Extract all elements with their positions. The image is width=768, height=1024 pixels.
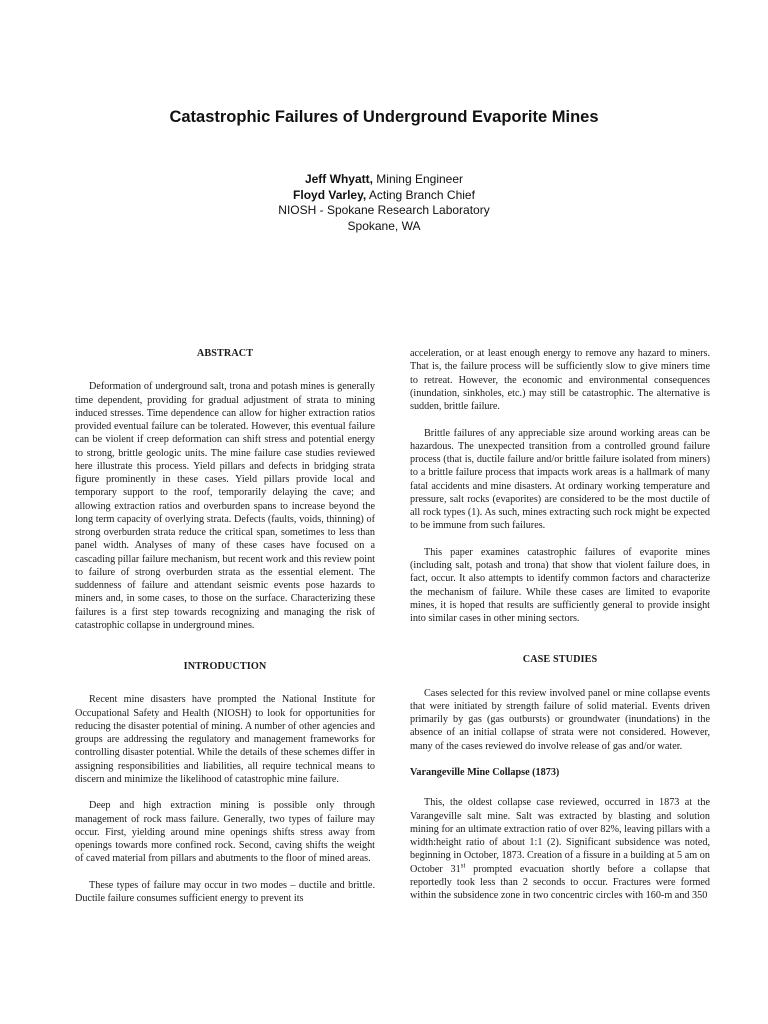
paragraph-text: prompted evacuation shortly before a collapse that reportedly took less than 2 seconds to occur. Fractures were formed within the subsidence zone in two concentric circles with 160-m and 350 xyxy=(410,863,710,901)
case-subheading: Varangeville Mine Collapse (1873) xyxy=(410,767,560,778)
body-paragraph: This paper examines catastrophic failures of evaporite mines (including salt, potash and trona) that show that violent failure does, in fact, occur. It also attempts to identify common factors and characterize the mechanism of failure. While these cases are limited to evaporite mines, it is hoped that results are sufficiently general to provide insight into similar cases in other mining sectors. xyxy=(410,546,710,624)
continuation-paragraph: acceleration, or at least enough energy to remove any hazard to miners. That is, the failure process will be sufficiently slow to give miners time to retreat. However, the economic and environmental consequences (inundation, sinkholes, etc.) may still be catastrophic. The alternative is sudden, brittle failure. xyxy=(410,348,710,412)
introduction-heading: INTRODUCTION xyxy=(183,661,267,672)
author-block xyxy=(100,172,668,234)
author-line-1 xyxy=(100,172,668,188)
abstract-paragraph: Deformation of underground salt, trona and potash mines is generally time dependent, providing for gradual adjustment of strata to mining induced stresses. Time dependence can allow for higher extraction ratios provided eventual failure can be tolerated. However, this eventual failure can be violent if creep deformation can shift stress and potential energy to strong, brittle geologic units. The mine failure case studies reviewed here illustrate this process. Yield pillars and defects in bridging strata figure prominently in these cases. Yield pillars provide local and temporary support to the roof, temporarily delaying the cave; and allowing extraction ratios and overburden spans to increase beyond the long term capacity of overlying strata. Defects (faults, voids, thinning) of strong overburden strata reduce the critical span, sometimes to less than panel width. Analyses of many of these cases have focused on a cascading pillar failure mechanism, but recent work and this review point to failure of strong overburden strata as the essential element. The suddenness of failure and attendant seismic events pose hazards to miners and, in some cases, to those on the surface. Characterizing these failures is a first step towards recognizing and managing the risk of catastrophic collapse in underground mines. xyxy=(75,381,375,631)
case-studies-heading: CASE STUDIES xyxy=(522,654,598,666)
body-paragraph: Deep and high extraction mining is possible only through management of rock mass failure. Generally, two types of failure may occur. First, yielding around mine openings shifts stress away from openings towards more confined rock. Second, caving shifts the weight of caved material from pillars and abutments to the floor of mined areas. xyxy=(75,800,375,865)
author-name: Floyd Varley, xyxy=(293,187,367,202)
body-paragraph: Recent mine disasters have prompted the National Institute for Occupational Safety and Health (NIOSH) to look for opportunities for reducing the disaster potential of mining. A number of other agencies and groups are addressing the regulatory and management frameworks for controlling disaster potential. While the details of these schemes differ in assigning responsibilities and liabilities, all require technical means to discern and minimize the likelihood of catastrophic mine failure. xyxy=(75,694,375,785)
location: Spokane, WA xyxy=(347,218,421,233)
paragraph-text: This, the oldest collapse case reviewed, occurred in 1873 at the Varangeville salt mine. Salt was extracted by blasting and solution mining for an ultimate extraction ratio of over 82%, leaving pillars with a width:height ratio of about 1:1 (2). Significant subsidence was noted, beginning in October, 1873. Creation of a fissure in a building at 5 am on October 31 xyxy=(410,797,710,875)
body-paragraph: Brittle failures of any appreciable size around working areas can be hazardous. The unexpected transition from a controlled ground failure process (that is, ductile failure and/or brittle failure isolated from miners) to a brittle failure process that impacts work areas is a hallmark of many fatal accidents and mine disasters. At ordinary working temperature and pressure, salt rocks (evaporites) are considered to be the most ductile of all rock types (1). As such, mines extracting such rock might be expected to be immune from such failures. xyxy=(410,427,710,532)
body-paragraph: Cases selected for this review involved panel or mine collapse events that were initiated by strength failure of solid material. Events driven primarily by gas (gas outbursts) or groundwater (inundations) in the absence of an initial collapse of strata were not considered. However, many of the cases reviewed do involve release of gas and/or water. xyxy=(410,687,710,752)
paper-title: Catastrophic Failures of Underground Evaporite Mines xyxy=(169,108,599,126)
ordinal-superscript: st xyxy=(460,861,466,870)
body-paragraph: These types of failure may occur in two modes – ductile and brittle. Ductile failure consumes sufficient energy to prevent its xyxy=(75,879,375,904)
body-paragraph xyxy=(410,796,710,902)
author-line-2 xyxy=(100,188,668,204)
author-role: Mining Engineer xyxy=(372,172,464,186)
author-name: Jeff Whyatt, xyxy=(304,172,373,186)
author-role: Acting Branch Chief xyxy=(366,187,475,202)
abstract-heading: ABSTRACT xyxy=(196,348,254,359)
right-column xyxy=(410,342,710,916)
affiliation: NIOSH - Spokane Research Laboratory xyxy=(278,203,490,218)
left-column xyxy=(75,342,375,919)
